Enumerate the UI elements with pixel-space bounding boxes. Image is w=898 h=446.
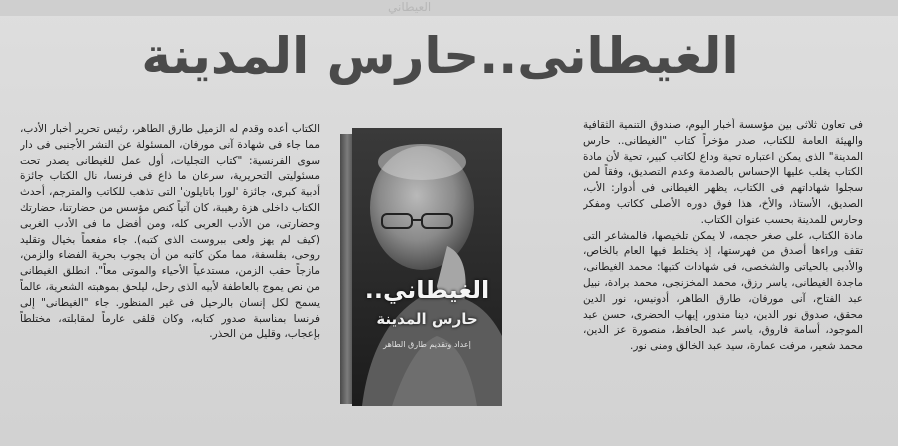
paragraph: فى تعاون ثلاثى بين مؤسسة أخبار اليوم، صندوق التنمية الثقافية والهيئة العامة للكتاب، صدر مؤخراً كتاب "الغيطانى.. حارس المدينة" الذى يمكن اعتباره تحية وداع لكاتب كبير، تحية لأن مادة الكتاب يغلب عليها الإحساس بالصدمة وعدم التصديق، وفقاً لمن سجلوا شهاداتهم فى الكتاب، يظهر الغيطانى فى أدوار: الأب، الصديق، الأستاذ، والأخ، هذا فوق دوره الأصلى ككاتب ومفكر وحارس للمدينة بحسب عنوان الكتاب. <box>583 119 863 226</box>
paragraph: الكتاب أعده وقدم له الزميل طارق الطاهر، رئيس تحرير أخبار الأدب، مما جاء فى شهادة آنى مورفان، المسئولة عن النشر الأجنبى فى دار سوى الفرنسية: "كتاب التجليات، أول عمل للغيطانى يصدر تحت مسئوليتى التحريرية، سرعان ما ذاع فى فرنسا، نال الكتاب جائزة أدبية كبرى، جائزة 'لورا باتايلون' التى تذهب للكاتب والمترجم، أحدث الكتاب داخلى هزة رهيبة، كان آتياً كنص مؤسس من حضارتنا، حضارتك وحضارتى، من الأدب العربى كله، ومن أفضل ما فى الأدب الغربى (كيف لم يهز ولعى ببروست الذى كتبه). جاء مفعماً بخيال وتقليد روحى، بفلسفة، مما مكن كاتبه من أن يجوب بحرية الفضاء والزمن، مازجاً حقب الزمن، مستدعياً الأحياء والموتى معاً". انطلق الغيطانى من نص يموج بالعاطفة لأبيه الذى رحل، ليلحق بموهبته الشعرية، عالماً يسمح لكل إنسان بالرحيل فى غير المنظور. جاء "الغيطانى" إلى فرنسا بمناسبة صدور كتابه، وكان قلقى عارماً لمقابلته، مختلطاً بإعجاب، وقليل من الحذر. <box>20 123 320 341</box>
article-column-left <box>20 122 320 438</box>
previous-article-strip <box>0 0 898 16</box>
book-front-cover <box>352 128 502 406</box>
paragraph: مادة الكتاب، على صغر حجمه، لا يمكن تلخيصها، فالمشاعر التى تقف وراءها أصدق من فهرستها، إذ يختلط فيها العام بالخاص، والأدبى بالحياتى والشخصى، فى شهادات كتبها: محمد الغيطانى، ماجدة الغيطانى، ياسر رزق، محمد المخزنجى، محمد برادة، نبيل عبد الفتاح، آنى مورفان، طارق الطاهر، أدونيس، نور الدين محقق، صدوق نور الدين، دينا مندور، إيهاب الحضرى، حسن عبد الموجود، أسامة فاروق، ياسر عبد الحافظ، منصورة عز الدين، محمد شعير، مرفت عمارة، سيد عبد الخالق ومنى نور. <box>583 229 863 353</box>
book-credit: إعداد وتقديم طارق الطاهر <box>383 340 471 349</box>
article-column-right <box>583 118 863 440</box>
book-subtitle: حارس المدينة <box>376 310 478 328</box>
book-spine <box>340 134 352 404</box>
bleed-through-text: العيطاني <box>388 0 432 14</box>
author-photo <box>352 128 502 406</box>
book-cover-image <box>340 128 502 406</box>
book-title: الغيطاني.. <box>364 276 490 304</box>
article-headline: الغيطانى..حارس المدينة <box>141 27 739 85</box>
